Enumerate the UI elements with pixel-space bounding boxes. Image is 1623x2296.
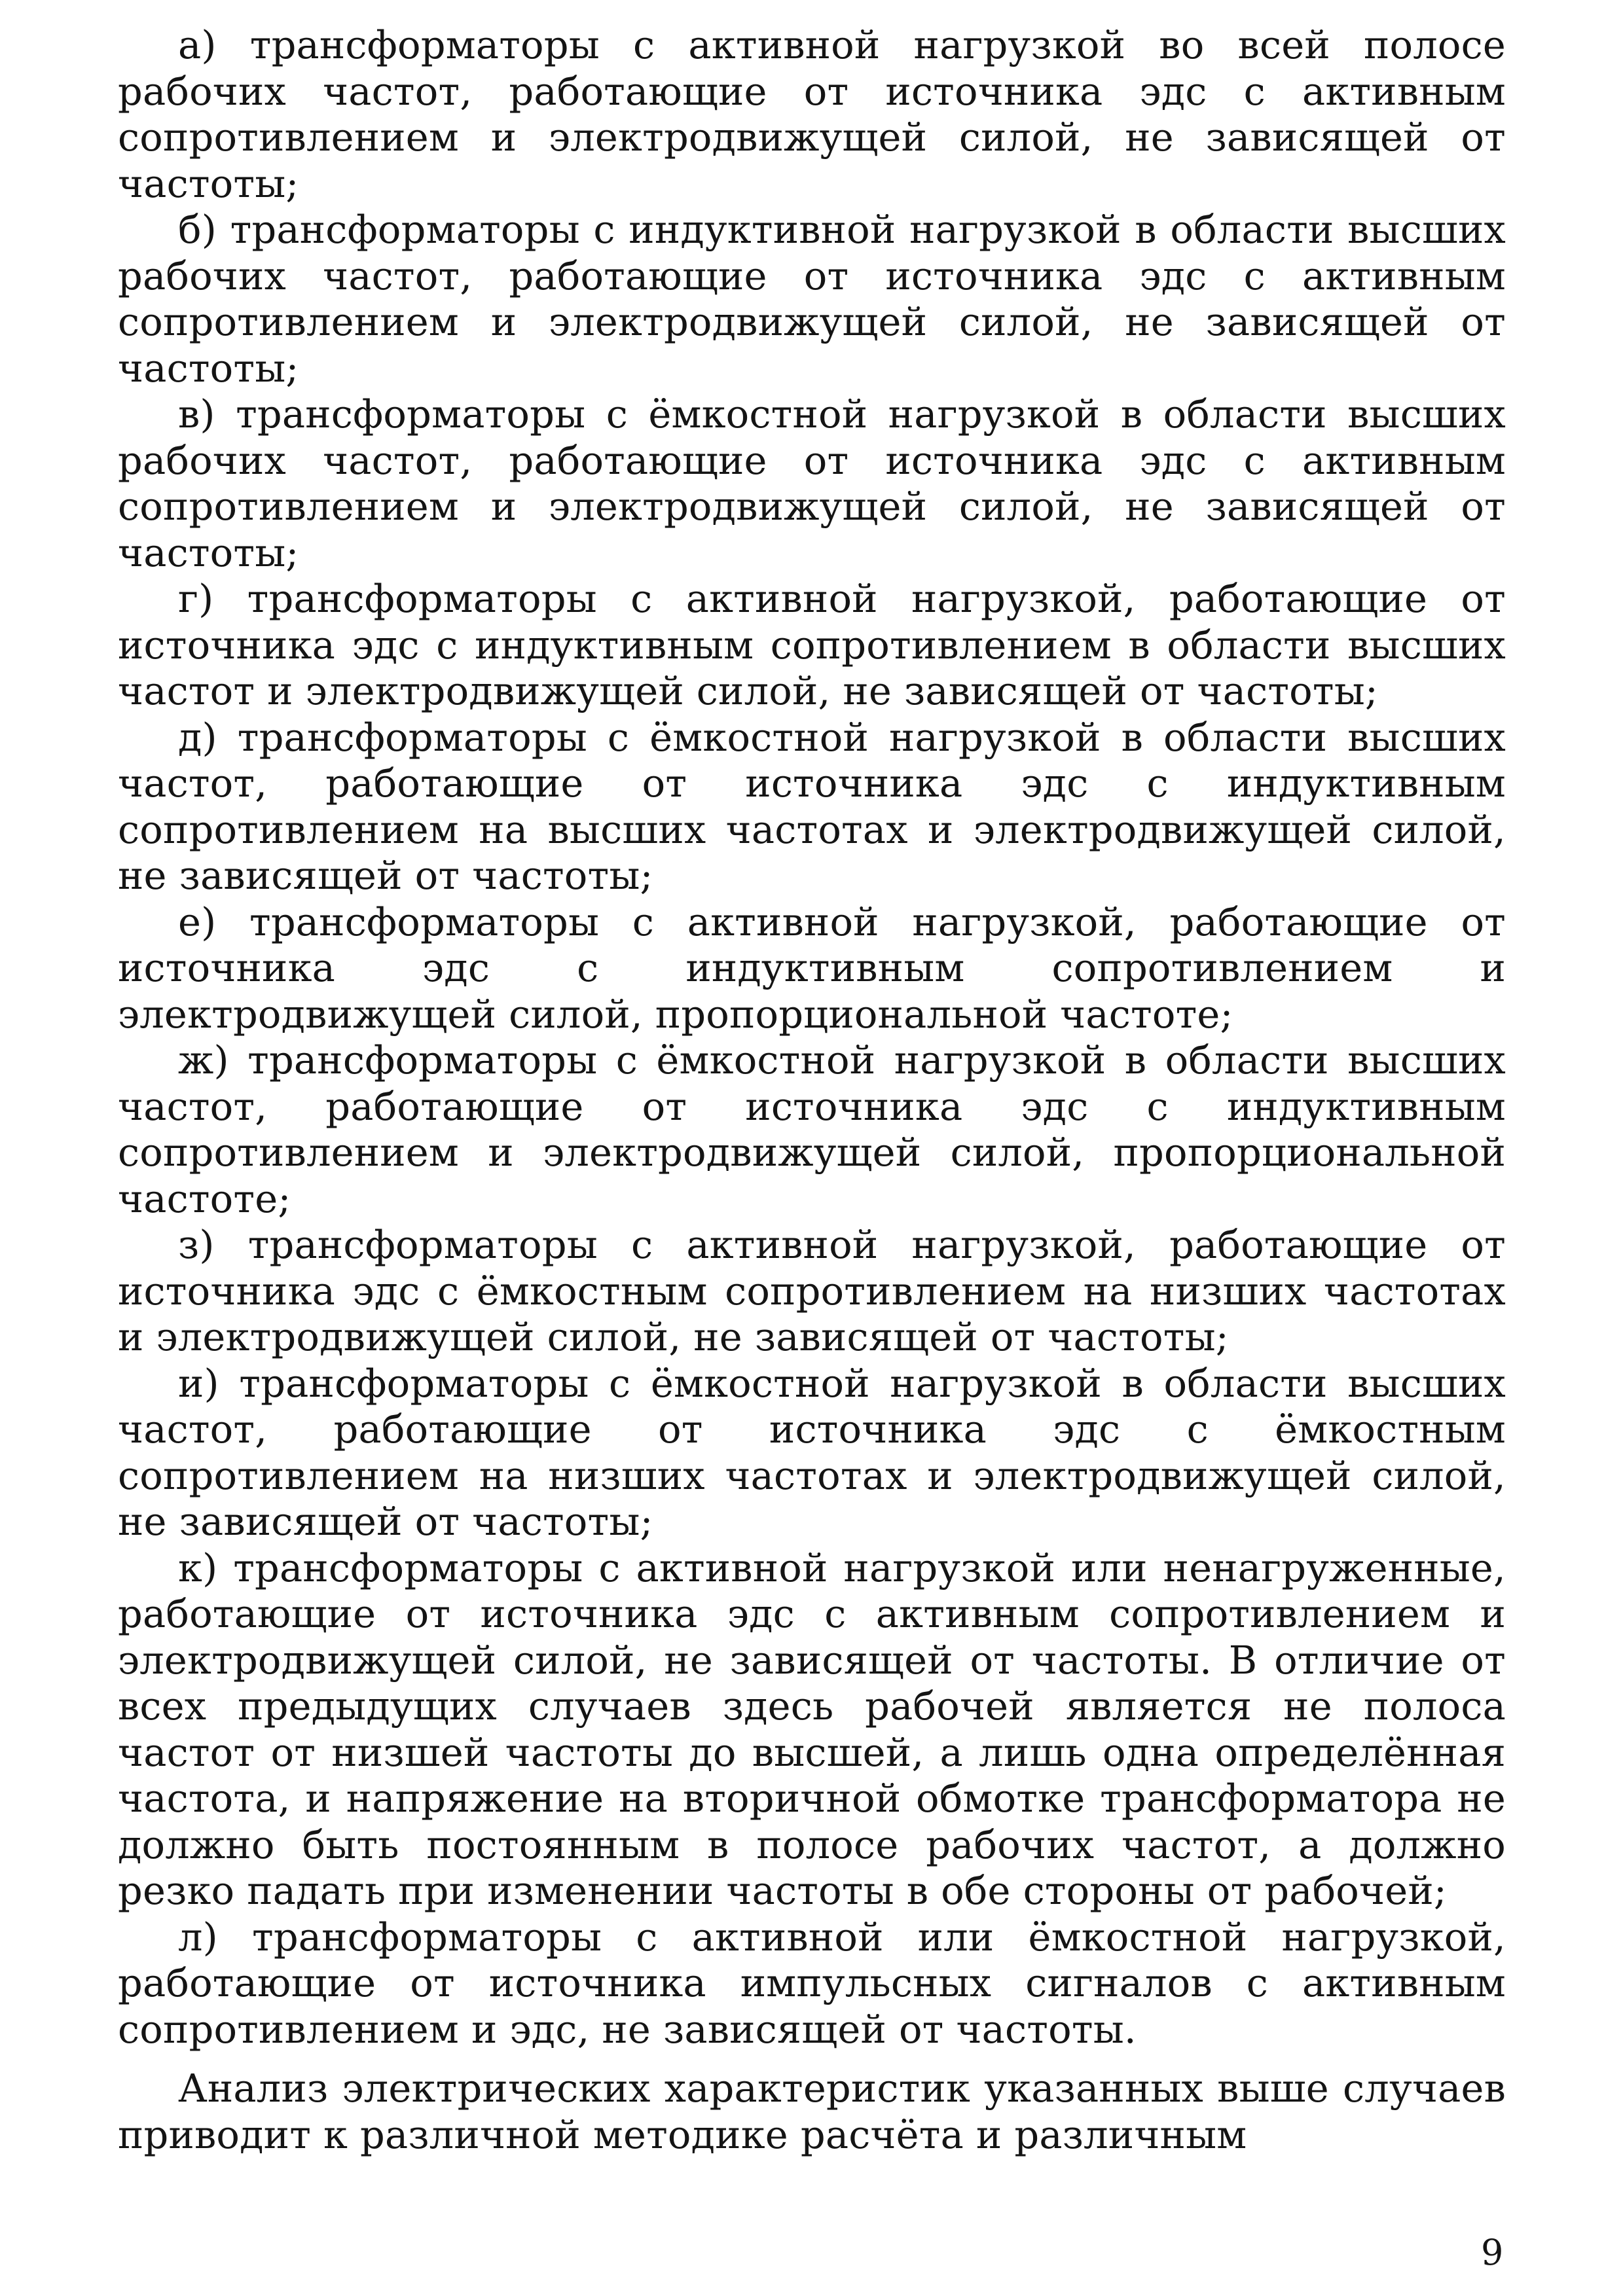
paragraph-k: к) трансформаторы с активной нагрузкой или ненагруженные, работающие от источника эдс с активным сопротивлением и электродвижущей силой, не зависящей от частоты. В отличие от всех предыдущих случаев здесь рабочей является не полоса частот от низшей частоты до высшей, а лишь одна определённая частота, и напряжение на вторичной обмотке трансформатора не должно быть постоянным в полосе рабочих частот, а должно резко падать при изменении частоты в обе стороны от рабочей;	[118, 1545, 1506, 1913]
paragraph-d: д) трансформаторы с ёмкостной нагрузкой в области высших частот, работающие от источника эдс с индуктивным сопротивлением на высших частотах и электродвижущей силой, не зависящей от частоты;	[118, 714, 1506, 898]
paragraph-analysis: Анализ электрических характеристик указанных выше случаев приводит к различной методике расчёта и различным	[118, 2066, 1506, 2157]
paragraph-g: г) трансформаторы с активной нагрузкой, работающие от источника эдс с индуктивным сопротивлением в области высших частот и электродвижущей силой, не зависящей от частоты;	[118, 576, 1506, 713]
paragraph-e: е) трансформаторы с активной нагрузкой, работающие от источника эдс с индуктивным сопротивлением и электродвижущей силой, пропорциональной частоте;	[118, 899, 1506, 1037]
paragraph-zh: ж) трансформаторы с ёмкостной нагрузкой в области высших частот, работающие от источника эдс с индуктивным сопротивлением и электродвижущей силой, пропорциональной частоте;	[118, 1037, 1506, 1221]
paragraph-i: и) трансформаторы с ёмкостной нагрузкой в области высших частот, работающие от источника эдс с ёмкостным сопротивлением на низших частотах и электродвижущей силой, не зависящей от частоты;	[118, 1360, 1506, 1544]
paragraph-a: а) трансформаторы с активной нагрузкой во всей полосе рабочих частот, работающие от источника эдс с активным сопротивлением и электродвижущей силой, не зависящей от частоты;	[118, 22, 1506, 206]
paragraph-l: л) трансформаторы с активной или ёмкостной нагрузкой, работающие от источника импульсных сигналов с активным сопротивлением и эдс, не зависящей от частоты.	[118, 1914, 1506, 2052]
paragraph-b: б) трансформаторы с индуктивной нагрузкой в области высших рабочих частот, работающие от источника эдс с активным сопротивлением и электродвижущей силой, не зависящей от частоты;	[118, 207, 1506, 391]
paragraph-v: в) трансформаторы с ёмкостной нагрузкой в области высших рабочих частот, работающие от источника эдс с активным сопротивлением и электродвижущей силой, не зависящей от частоты;	[118, 391, 1506, 575]
paragraph-z: з) трансформаторы с активной нагрузкой, работающие от источника эдс с ёмкостным сопротивлением на низших частотах и электродвижущей силой, не зависящей от частоты;	[118, 1222, 1506, 1359]
page-body	[118, 22, 1506, 2158]
page-number: 9	[1481, 2232, 1504, 2273]
